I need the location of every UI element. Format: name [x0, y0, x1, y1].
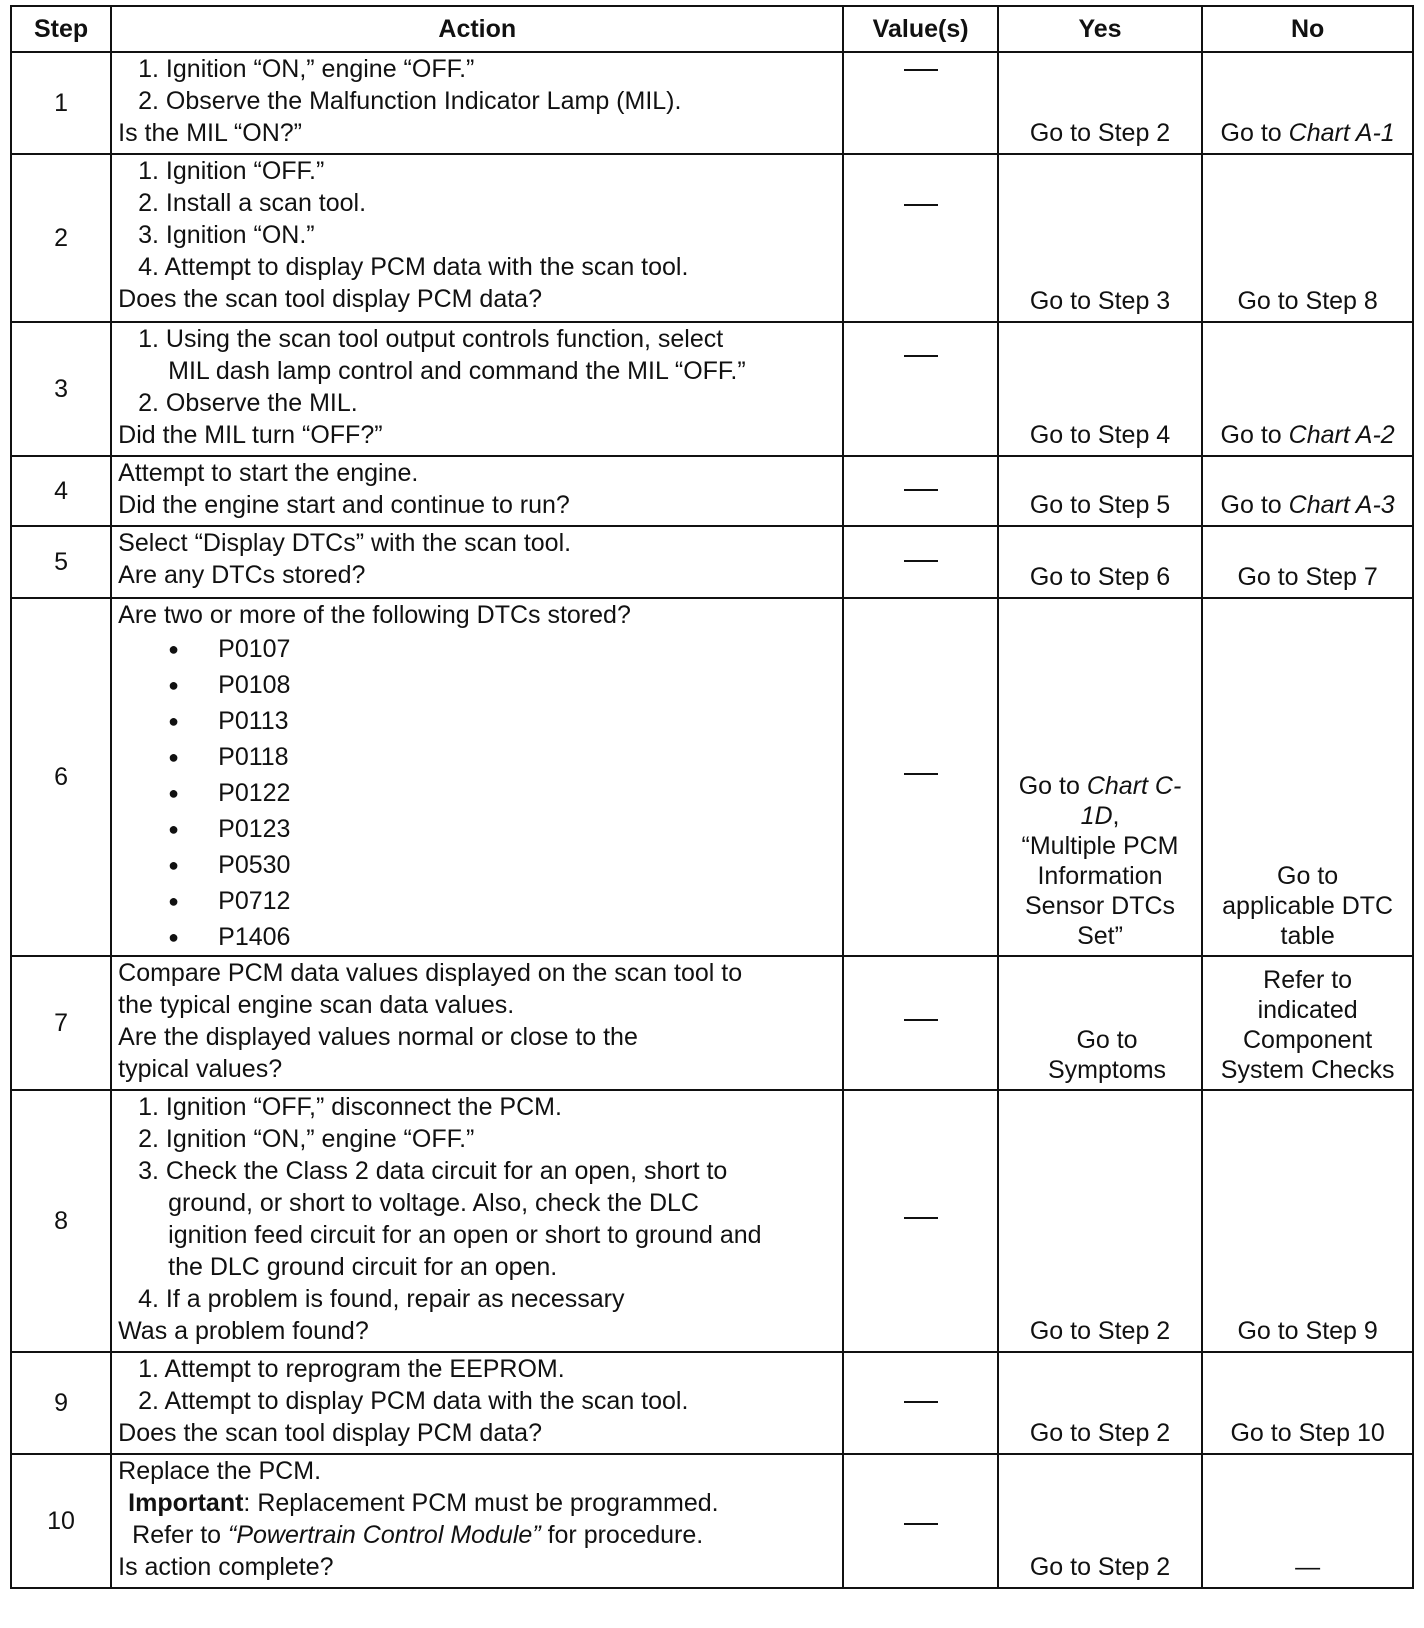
action-cell: [111, 526, 843, 598]
value-cell: [843, 598, 997, 956]
dash-mark: [904, 69, 938, 71]
chart-reference: Chart A-2: [1288, 421, 1395, 449]
dash-mark: [904, 204, 938, 206]
yes-cell: Go to Step 6: [998, 526, 1202, 598]
action-cell: [111, 322, 843, 456]
yes-line: Sensor DTCs: [1025, 892, 1176, 920]
action-cell: [111, 154, 843, 322]
table-row: [11, 322, 1413, 456]
dtc-code: P0712: [218, 887, 291, 915]
action-line: 2. Observe the MIL.: [138, 389, 358, 417]
header-action: Action: [111, 6, 843, 52]
action-question: Did the engine start and continue to run?: [118, 491, 570, 519]
bullet-icon: ●: [168, 927, 180, 947]
table-row: [11, 526, 1413, 598]
yes-line: [1003, 771, 1197, 831]
step-number: 10: [11, 1454, 111, 1588]
dash-mark: [904, 1019, 938, 1021]
no-cell: [1202, 52, 1413, 154]
chart-reference: Chart A-3: [1288, 491, 1395, 519]
action-line: 1. Using the scan tool output controls function, select: [138, 325, 724, 353]
no-cell: Go to Step 10: [1202, 1352, 1413, 1454]
no-prefix: Go to: [1220, 119, 1289, 147]
dtc-item: [118, 847, 834, 883]
action-line: the typical engine scan data values.: [118, 991, 515, 1019]
bullet-icon: ●: [168, 639, 180, 659]
action-line: 1. Ignition “OFF.”: [138, 157, 325, 185]
yes-cell: Go to Step 4: [998, 322, 1202, 456]
no-line: Refer to: [1263, 966, 1353, 994]
step-number: 9: [11, 1352, 111, 1454]
dtc-code: P0113: [218, 707, 289, 735]
action-cell: [111, 456, 843, 526]
action-line: 3. Ignition “ON.”: [138, 221, 315, 249]
dtc-item: [118, 883, 834, 919]
step-number: 7: [11, 956, 111, 1090]
no-line: applicable DTC: [1222, 892, 1394, 920]
table-row: [11, 456, 1413, 526]
yes-line: Set”: [1077, 922, 1123, 950]
dtc-item: [118, 811, 834, 847]
action-line: 4. If a problem is found, repair as necessary: [138, 1285, 625, 1313]
table-row: [11, 154, 1413, 322]
value-cell: [843, 1454, 997, 1588]
action-cell: [111, 1352, 843, 1454]
action-line: Replace the PCM.: [118, 1457, 322, 1485]
yes-cell: Go to Step 2: [998, 1090, 1202, 1352]
refer-suffix: for procedure.: [540, 1521, 704, 1549]
value-cell: [843, 52, 997, 154]
dtc-item: [118, 703, 834, 739]
chart-reference: Chart A-1: [1288, 119, 1395, 147]
step-number: 6: [11, 598, 111, 956]
action-question: Did the MIL turn “OFF?”: [118, 421, 383, 449]
yes-line: Symptoms: [1047, 1056, 1167, 1084]
yes-cell: Go to Step 2: [998, 1352, 1202, 1454]
dtc-item: [118, 775, 834, 811]
yes-cell: Go to Step 5: [998, 456, 1202, 526]
bullet-icon: ●: [168, 747, 180, 767]
table-row: [11, 956, 1413, 1090]
important-label: Important: [128, 1489, 244, 1517]
action-question: Is the MIL “ON?”: [118, 119, 302, 147]
action-line: 2. Ignition “ON,” engine “OFF.”: [138, 1125, 475, 1153]
action-line: Compare PCM data values displayed on the scan tool to: [118, 959, 743, 987]
action-cell: [111, 52, 843, 154]
action-question: Does the scan tool display PCM data?: [118, 1419, 542, 1447]
table-row: [11, 1352, 1413, 1454]
yes-cell: Go to Step 2: [998, 1454, 1202, 1588]
dtc-code: P0123: [218, 815, 291, 843]
no-cell: [1202, 322, 1413, 456]
action-question: Is action complete?: [118, 1553, 334, 1581]
bullet-icon: ●: [168, 783, 180, 803]
no-cell: —: [1202, 1454, 1413, 1588]
action-line: 1. Ignition “OFF,” disconnect the PCM.: [138, 1093, 562, 1121]
yes-cell: [998, 598, 1202, 956]
no-cell: [1202, 456, 1413, 526]
action-line: 4. Attempt to display PCM data with the scan tool.: [138, 253, 689, 281]
action-line: 2. Observe the Malfunction Indicator Lamp (MIL).: [138, 87, 682, 115]
dash-mark: [904, 489, 938, 491]
yes-cell: Go to Step 3: [998, 154, 1202, 322]
action-cell: [111, 1090, 843, 1352]
action-question: Does the scan tool display PCM data?: [118, 285, 542, 313]
dtc-item: [118, 631, 834, 667]
dash-mark: [904, 1401, 938, 1403]
value-cell: [843, 1090, 997, 1352]
dtc-item: [118, 919, 834, 955]
dtc-code: P0530: [218, 851, 291, 879]
no-line: indicated: [1257, 996, 1358, 1024]
no-line: table: [1280, 922, 1335, 950]
header-no: No: [1202, 6, 1413, 52]
no-cell: Go to Step 8: [1202, 154, 1413, 322]
table-row: [11, 52, 1413, 154]
yes-line: Information: [1037, 862, 1163, 890]
header-yes: Yes: [998, 6, 1202, 52]
dtc-code: P1406: [218, 923, 291, 951]
important-note: [118, 1487, 834, 1519]
diagnostic-table-container: [10, 5, 1414, 1589]
bullet-icon: ●: [168, 711, 180, 731]
step-number: 1: [11, 52, 111, 154]
yes-comma: ,: [1112, 802, 1120, 830]
dtc-code: P0122: [218, 779, 291, 807]
dtc-code: P0107: [218, 635, 291, 663]
dash-mark: [904, 1523, 938, 1525]
action-question: Are two or more of the following DTCs stored?: [118, 601, 631, 629]
yes-cell: Go to Step 2: [998, 52, 1202, 154]
action-question: Are the displayed values normal or close to the: [118, 1023, 638, 1051]
action-line: ground, or short to voltage. Also, check the DLC: [168, 1189, 699, 1217]
yes-prefix: Go to: [1018, 772, 1087, 800]
procedure-reference: “Powertrain Control Module”: [228, 1521, 541, 1549]
header-values: Value(s): [843, 6, 997, 52]
action-cell: [111, 598, 843, 956]
bullet-icon: ●: [168, 819, 180, 839]
refer-prefix: Refer to: [132, 1521, 229, 1549]
header-step: Step: [11, 6, 111, 52]
step-number: 8: [11, 1090, 111, 1352]
action-line: 2. Install a scan tool.: [138, 189, 367, 217]
dtc-code: P0108: [218, 671, 291, 699]
dash-mark: [904, 773, 938, 775]
table-row: [11, 1090, 1413, 1352]
step-number: 3: [11, 322, 111, 456]
value-cell: [843, 1352, 997, 1454]
action-cell: [111, 956, 843, 1090]
table-row: [11, 598, 1413, 956]
no-line: Go to: [1277, 862, 1339, 890]
action-question: typical values?: [118, 1055, 283, 1083]
value-cell: [843, 956, 997, 1090]
yes-line: “Multiple PCM: [1021, 832, 1179, 860]
action-line: ignition feed circuit for an open or short to ground and: [168, 1221, 762, 1249]
action-line: 2. Attempt to display PCM data with the scan tool.: [138, 1387, 689, 1415]
value-cell: [843, 322, 997, 456]
important-text: : Replacement PCM must be programmed.: [243, 1489, 719, 1517]
action-line: 1. Attempt to reprogram the EEPROM.: [138, 1355, 565, 1383]
action-line: Select “Display DTCs” with the scan tool.: [118, 529, 572, 557]
step-number: 2: [11, 154, 111, 322]
no-cell: Go to Step 7: [1202, 526, 1413, 598]
no-prefix: Go to: [1220, 491, 1289, 519]
dtc-item: [118, 667, 834, 703]
action-line: MIL dash lamp control and command the MIL “OFF.”: [168, 357, 746, 385]
header-row: [11, 6, 1413, 52]
refer-note: [118, 1519, 834, 1551]
dtc-code: P0118: [218, 743, 289, 771]
action-question: Are any DTCs stored?: [118, 561, 366, 589]
bullet-icon: ●: [168, 855, 180, 875]
value-cell: [843, 154, 997, 322]
dtc-item: [118, 739, 834, 775]
value-cell: [843, 526, 997, 598]
no-cell: [1202, 598, 1413, 956]
action-line: 3. Check the Class 2 data circuit for an open, short to: [138, 1157, 728, 1185]
dash-mark: [904, 355, 938, 357]
step-number: 4: [11, 456, 111, 526]
no-line: System Checks: [1220, 1056, 1395, 1084]
no-prefix: Go to: [1220, 421, 1289, 449]
no-line: Component: [1243, 1026, 1373, 1054]
chart-reference-1: Chart C-1D: [1080, 772, 1182, 830]
diagnostic-table: [10, 5, 1414, 1589]
no-cell: [1202, 956, 1413, 1090]
value-cell: [843, 456, 997, 526]
no-cell: Go to Step 9: [1202, 1090, 1413, 1352]
yes-cell: [998, 956, 1202, 1090]
step-number: 5: [11, 526, 111, 598]
dash-mark: [904, 1217, 938, 1219]
action-line: the DLC ground circuit for an open.: [168, 1253, 558, 1281]
action-line: 1. Ignition “ON,” engine “OFF.”: [138, 55, 475, 83]
action-cell: [111, 1454, 843, 1588]
dash-mark: [904, 560, 938, 562]
bullet-icon: ●: [168, 891, 180, 911]
yes-line: Go to: [1076, 1026, 1138, 1054]
action-question: Was a problem found?: [118, 1317, 369, 1345]
bullet-icon: ●: [168, 675, 180, 695]
action-line: Attempt to start the engine.: [118, 459, 419, 487]
table-row: [11, 1454, 1413, 1588]
